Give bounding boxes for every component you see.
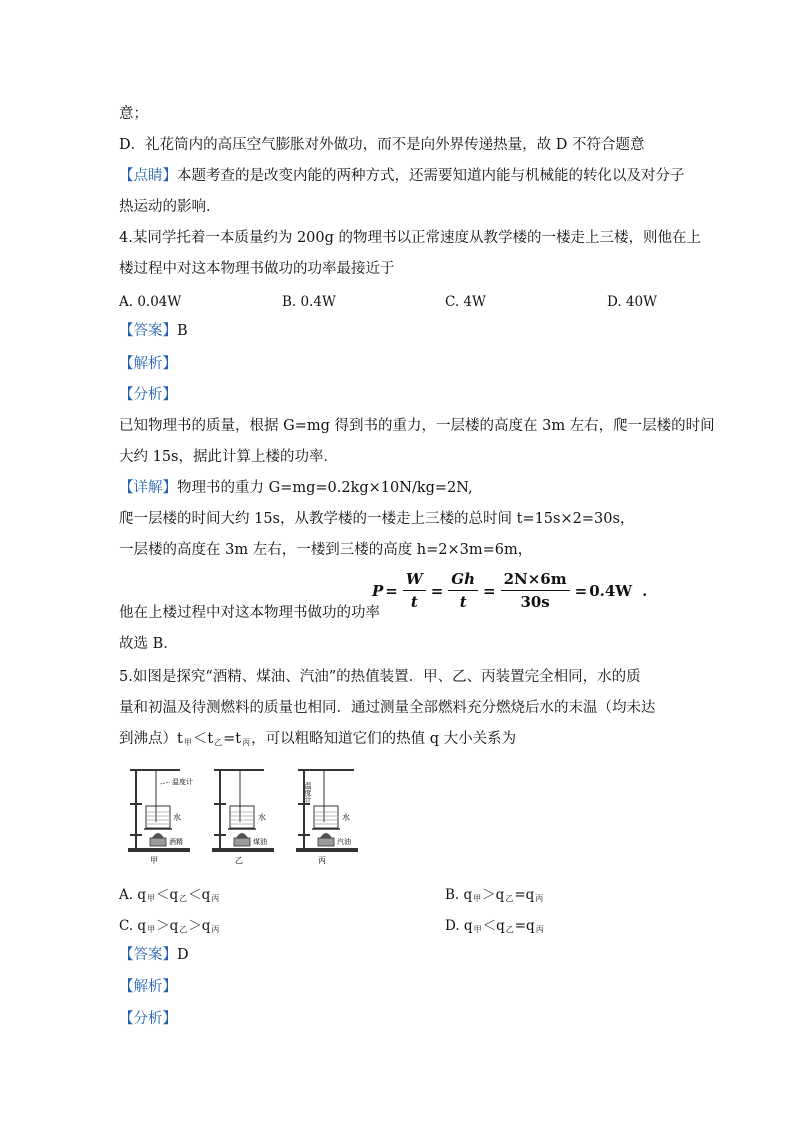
- q5-option-b: B. $q_甲>q_乙=q_丙$: [445, 887, 544, 903]
- heat-value-apparatus-figure: [122, 760, 362, 870]
- apparatus-label-jia: 甲: [150, 856, 158, 865]
- answer-tag: 【答案】: [119, 323, 177, 339]
- q4-detail-text: 爬一层楼的时间大约 15s，从教学楼的一楼走上三楼的总时间 t=15s×2=30s，: [119, 511, 635, 527]
- q4-conclusion: 故选 B．: [119, 636, 178, 652]
- text-line: 意；: [119, 106, 148, 122]
- fuel-label-alcohol: 酒精: [169, 838, 183, 846]
- fraction-values: $\frac{2N\times 6m}{30s}$: [501, 570, 570, 611]
- answer-tag: 【答案】: [119, 947, 177, 963]
- fraction-gh-t: $\frac{Gh}{t}$: [448, 570, 478, 611]
- thermometer-label: 温度计: [172, 778, 193, 786]
- q5-answer: [119, 945, 189, 965]
- formula-p: P: [372, 581, 384, 600]
- power-formula: P = $\frac{W}{t}$ = $\frac{Gh}{t}$ = $\frac{2N\times 6m}{30s}$ = 0.4W .: [372, 570, 648, 611]
- q4-detail-text: 他在上楼过程中对这本物理书做功的功率: [119, 605, 380, 621]
- q4-option-b: B. 0.4W: [282, 294, 336, 310]
- q4-fenxi-text: 大约 15s，据此计算上楼的功率．: [119, 449, 338, 465]
- question-4-stem: 楼过程中对这本物理书做功的功率最接近于: [119, 261, 395, 277]
- q5-option-d: D. $q_甲<q_乙=q_丙$: [445, 918, 544, 934]
- q5-option-c: C. $q_甲>q_乙>q_丙$: [119, 918, 220, 934]
- question-5-stem: 量和初温及待测燃料的质量也相同．通过测量全部燃料充分燃烧后水的末温（均未达: [119, 700, 656, 716]
- q4-detail: [119, 478, 473, 498]
- dianjing-text: 本题考查的是改变内能的两种方式，还需要知道内能与机械能的转化以及对分子: [177, 168, 685, 184]
- q4-detail-text: 一层楼的高度在 3m 左右，一楼到三楼的高度 h=2×3m=6m，: [119, 542, 533, 558]
- question-5-stem: 到沸点）$t_甲<t_乙=t_丙$，可以粗略知道它们的热值 q 大小关系为: [119, 731, 517, 747]
- apparatus-jia: [128, 770, 193, 865]
- detail-tag: 【详解】: [119, 480, 177, 496]
- answer-value: D: [177, 947, 189, 963]
- text-line: 热运动的影响．: [119, 199, 221, 215]
- q4-option-c: C. 4W: [445, 294, 486, 310]
- thermometer-label-vertical: 温度计: [304, 782, 312, 803]
- q4-fenxi-text: 已知物理书的质量，根据 G=mg 得到书的重力，一层楼的高度在 3m 左右，爬一层楼的时间: [119, 418, 715, 434]
- q5-analysis-tag: 【解析】: [119, 979, 177, 995]
- question-5-stem: 5.如图是探究“酒精、煤油、汽油”的热值装置．甲、乙、丙装置完全相同，水的质: [119, 669, 641, 685]
- q4-fenxi-tag: 【分析】: [119, 387, 177, 403]
- apparatus-bing: [296, 770, 358, 865]
- fuel-label-kerosene: 煤油: [253, 838, 267, 846]
- formula-period: .: [642, 581, 648, 600]
- svg-text:水: 水: [258, 813, 266, 822]
- apparatus-label-yi: 乙: [235, 856, 243, 865]
- water-label: 水: [173, 813, 181, 822]
- fuel-label-gasoline: 汽油: [337, 838, 351, 846]
- q4-answer: [119, 321, 188, 341]
- apparatus-label-bing: 丙: [318, 856, 326, 865]
- q5-option-a: A. $q_甲<q_乙<q_丙$: [119, 887, 220, 903]
- text-line: D．礼花筒内的高压空气膨胀对外做功，而不是向外界传递热量，故 D 不符合题意: [119, 137, 645, 153]
- dianjing-tag: 【点睛】: [119, 168, 177, 184]
- detail-text: 物理书的重力 G=mg=0.2kg×10N/kg=2N,: [177, 480, 473, 496]
- formula-result: 0.4W: [589, 581, 633, 600]
- q5-fenxi-tag: 【分析】: [119, 1011, 177, 1027]
- svg-text:水: 水: [342, 813, 350, 822]
- answer-value: B: [177, 323, 188, 339]
- dianjing-paragraph: [119, 166, 685, 186]
- q4-analysis-tag: 【解析】: [119, 356, 177, 372]
- question-4-stem: 4.某同学托着一本质量约为 200g 的物理书以正常速度从教学楼的一楼走上三楼，则他在上: [119, 230, 702, 246]
- apparatus-yi: [212, 770, 274, 865]
- q4-option-d: D. 40W: [607, 294, 657, 310]
- fraction-w-t: $\frac{W}{t}$: [403, 570, 426, 611]
- q4-option-a: A. 0.04W: [119, 294, 182, 310]
